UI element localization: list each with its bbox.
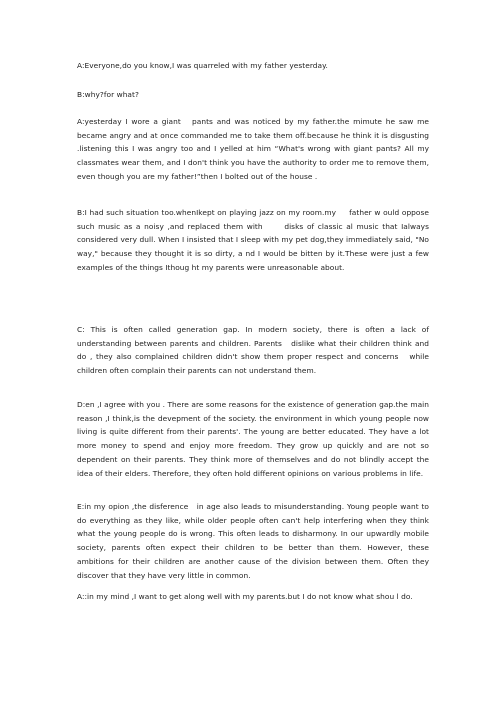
paragraph-b-story: B:I had such situation too.whenIkept on playing jazz on my room.my father w ould oppose such music as a noisy ,and replaced them with disks of classic al music that Ialways considered very dull. When I insisted that I sleep with my pet dog,they immediately said, "No way," because they thought it is so dirty, a nd I would be bitten by it.These were just a few examples of the things Ithoug ht my parents were unreasonable about. — [77, 208, 437, 272]
paragraph-e-age-difference: E:in my opion ,the disference in age also leads to misunderstanding. Young people want to do everything as they like, while older people often can't help interfering when they think what the young people do is wrong. This often leads to disharmony. In our upwardly mobile society, parents often expect their children to be better than them. However, these ambitions for their children are another cause of the division between them. Often they discover that they have very little in common. — [77, 502, 432, 580]
paragraph-a-conclusion: A::in my mind ,I want to get along well with my parents.but I do not know what shou l do. — [77, 592, 413, 601]
paragraph-a-intro: A:Everyone,do you know,I was quarreled with my father yesterday. — [77, 61, 328, 70]
paragraph-b-question: B:why?for what? — [77, 90, 139, 99]
paragraph-a-story: A:yesterday I wore a giant pants and was noticed by my father.the mimute he saw me became angry and at once commanded me to take them off.because he think it is disgusting .listening this I was angry too and I yelled at him “What's wrong with giant pants? All my classmates wear them, and I don't think you have the authority to order me to remove them, even though you are my father!”then I bolted out of the house . — [77, 117, 432, 181]
paragraph-d-reasons: D:en ,I agree with you . There are some reasons for the existence of generation gap.the main reason ,I think,is the devepment of the society. the environment in which young people now living is quite different from their parents'. The young are better educated. They have a lot more money to spend and enjoy more freedom. They grow up quickly and are not so dependent on their parents. They think more of themselves and do not blindly accept the idea of their elders. Therefore, they often hold different opinions on various problems in life. — [77, 400, 432, 478]
paragraph-c-generation-gap: C: This is often called generation gap. In modern society, there is often a lack of understanding between parents and children. Parents dislike what their children think and do , they also complained children didn't show them proper respect and concerns while children often complain their parents can not understand them. — [77, 325, 432, 376]
